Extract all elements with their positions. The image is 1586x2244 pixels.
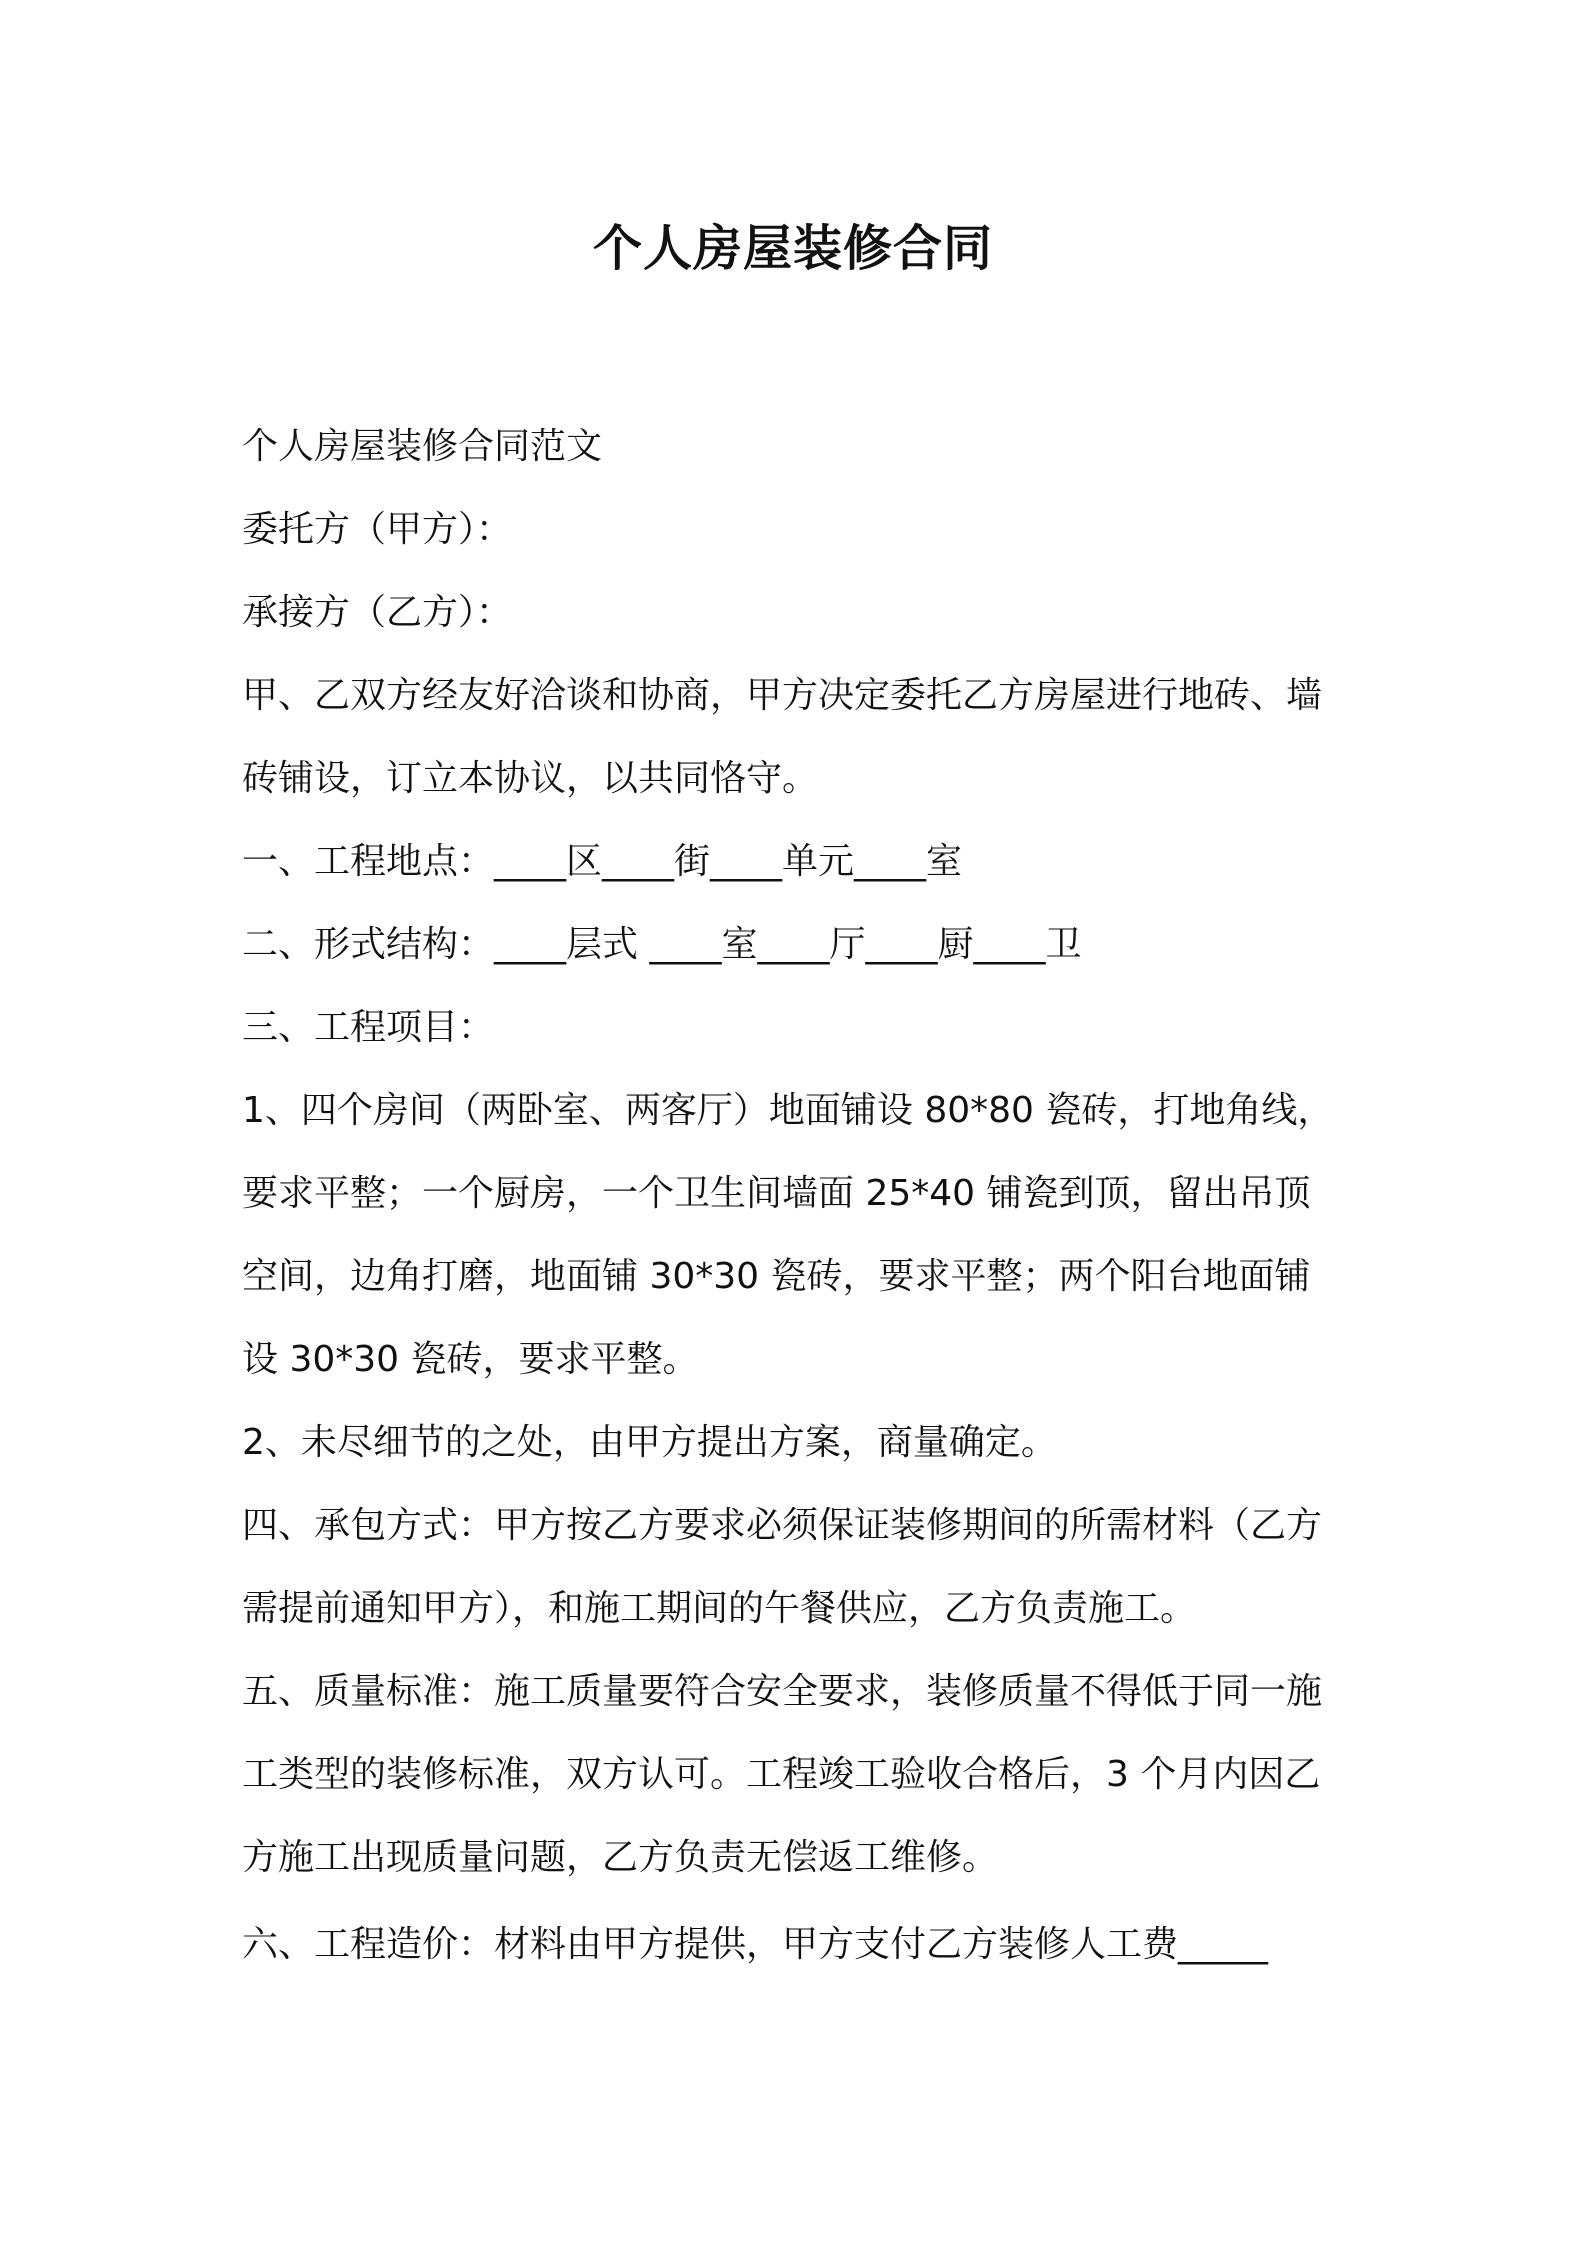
clause-6-cost: 六、工程造价：材料由甲方提供，甲方支付乙方装修人工费_____ [242,1924,1269,1965]
clause-4-contract-method: 四、承包方式：甲方按乙方要求必须保证装修期间的所需材料（乙方 [242,1505,1323,1546]
clause-3-item-2: 2、未尽细节的之处，由甲方提出方案，商量确定。 [242,1422,1057,1463]
clause-3-item-1: 要求平整；一个厨房，一个卫生间墙面 25*40 铺瓷到顶，留出吊顶 [242,1173,1311,1214]
party-a-line: 委托方（甲方）： [242,509,513,550]
clause-2-structure: 二、形式结构：____层式 ____室____厅____厨____卫 [242,924,1082,965]
subtitle-line: 个人房屋装修合同范文 [242,426,603,467]
intro-line: 甲、乙双方经友好洽谈和协商，甲方决定委托乙方房屋进行地砖、墙 [242,675,1323,716]
clause-3-heading: 三、工程项目： [242,1007,495,1048]
intro-line: 砖铺设，订立本协议，以共同恪守。 [242,758,819,799]
party-b-line: 承接方（乙方）： [242,592,513,633]
clause-5-quality: 工类型的装修标准，双方认可。工程竣工验收合格后，3 个月内因乙 [242,1754,1321,1795]
clause-3-item-1: 空间，边角打磨，地面铺 30*30 瓷砖，要求平整；两个阳台地面铺 [242,1256,1311,1297]
clause-5-quality: 方施工出现质量问题，乙方负责无偿返工维修。 [242,1837,999,1878]
clause-4-contract-method: 需提前通知甲方），和施工期间的午餐供应，乙方负责施工。 [242,1588,1197,1629]
clause-5-quality: 五、质量标准：施工质量要符合安全要求，装修质量不得低于同一施 [242,1671,1323,1712]
clause-3-item-1: 设 30*30 瓷砖，要求平整。 [242,1339,699,1380]
document-title: 个人房屋装修合同 [592,220,993,277]
clause-1-location: 一、工程地点：____区____街____单元____室 [242,841,963,882]
clause-3-item-1: 1、四个房间（两卧室、两客厅）地面铺设 80*80 瓷砖，打地角线， [242,1090,1334,1131]
document-body [242,405,1356,1986]
